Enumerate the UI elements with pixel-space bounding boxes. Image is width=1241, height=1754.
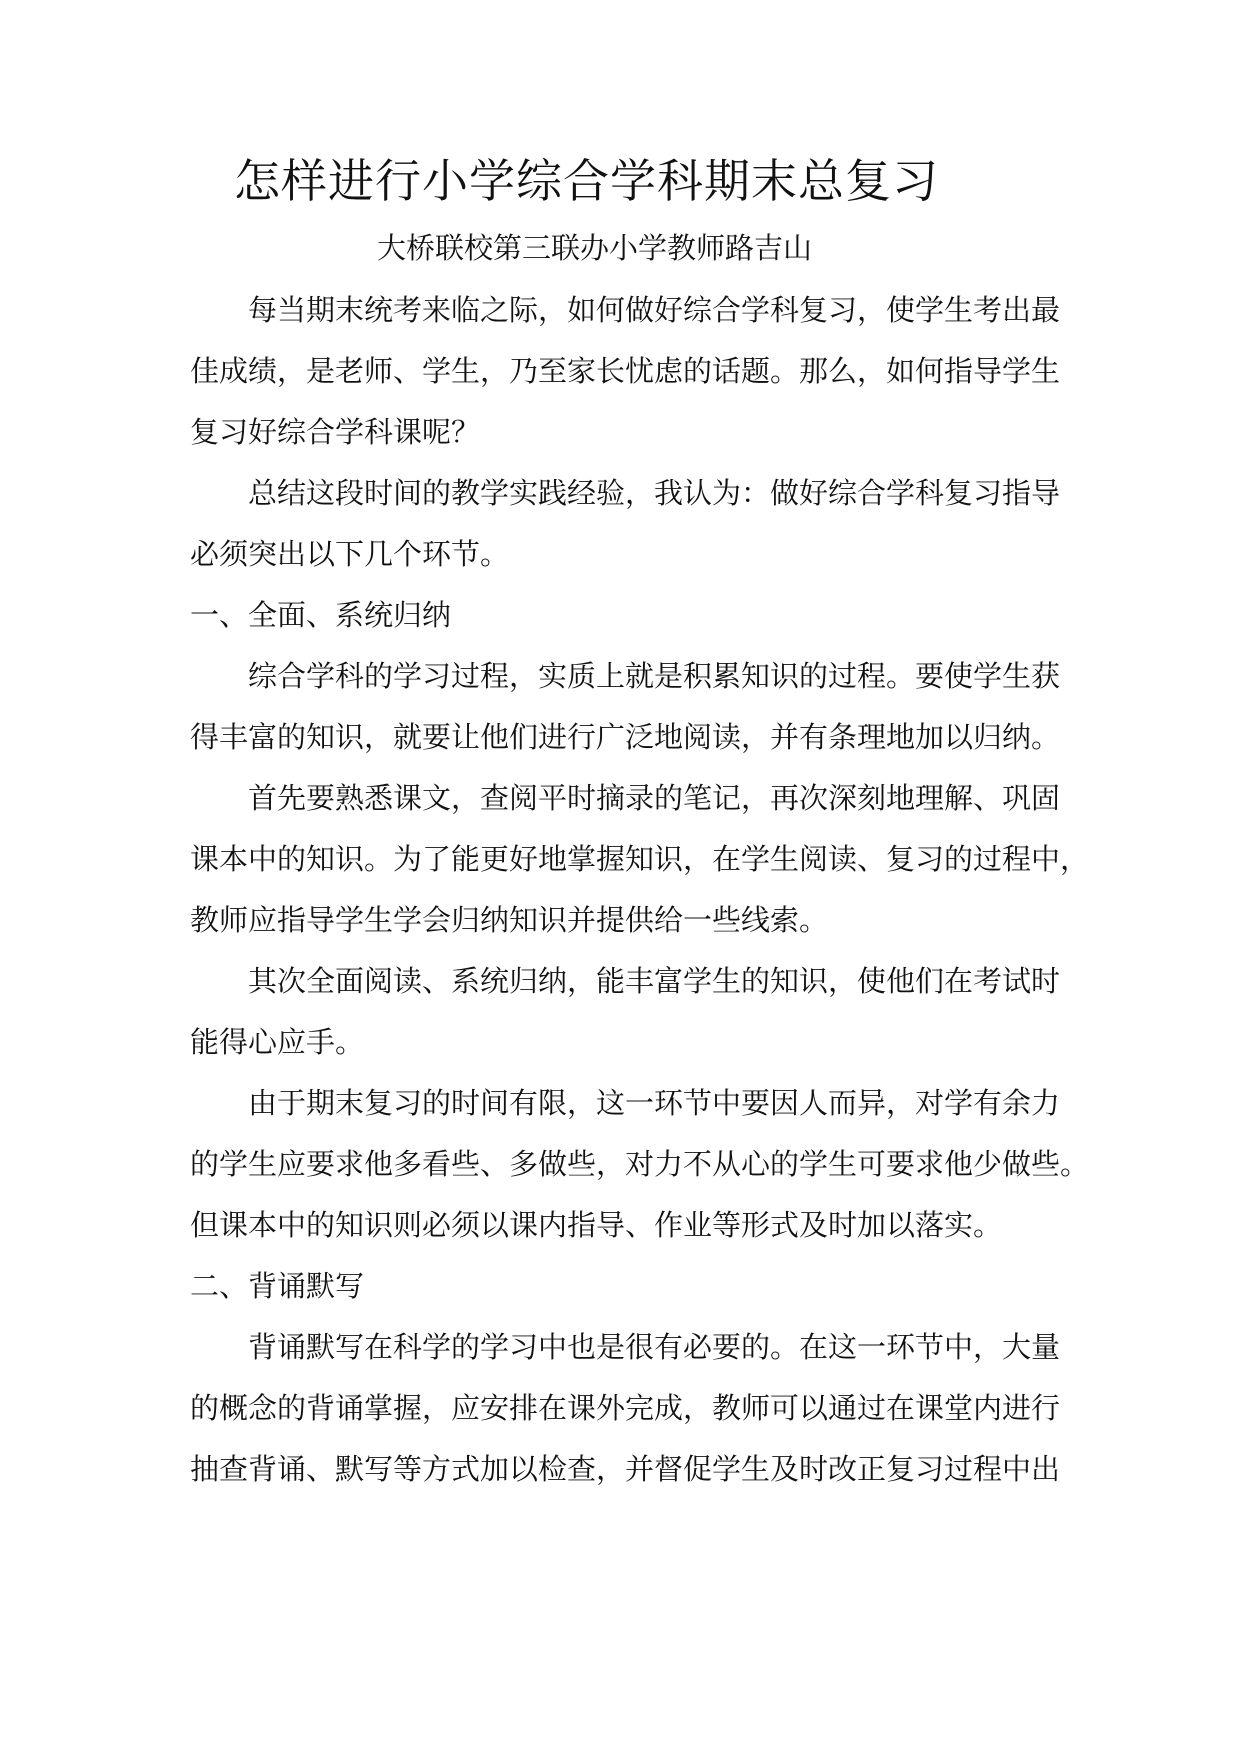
- body-line: 每当期末统考来临之际，如何做好综合学科复习，使学生考出最: [248, 293, 1061, 327]
- section-heading: 一、全面、系统归纳: [190, 598, 452, 632]
- body-line: 的学生应要求他多看些、多做些，对力不从心的学生可要求他少做些。: [190, 1147, 1090, 1181]
- body-line: 佳成绩，是老师、学生，乃至家长忧虑的话题。那么，如何指导学生: [190, 354, 1061, 388]
- body-line: 首先要熟悉课文，查阅平时摘录的笔记，再次深刻地理解、巩固: [248, 781, 1061, 815]
- body-line: 由于期末复习的时间有限，这一环节中要因人而异，对学有余力: [248, 1086, 1061, 1120]
- body-line: 但课本中的知识则必须以课内指导、作业等形式及时加以落实。: [190, 1208, 1003, 1242]
- body-line: 综合学科的学习过程，实质上就是积累知识的过程。要使学生获: [248, 659, 1061, 693]
- document-author: 大桥联校第三联办小学教师路吉山: [377, 231, 813, 265]
- body-line: 抽查背诵、默写等方式加以检查，并督促学生及时改正复习过程中出: [190, 1452, 1061, 1486]
- body-line: 背诵默写在科学的学习中也是很有必要的。在这一环节中，大量: [248, 1330, 1061, 1364]
- body-line: 得丰富的知识，就要让他们进行广泛地阅读，并有条理地加以归纳。: [190, 720, 1061, 754]
- document-title: 怎样进行小学综合学科期末总复习: [234, 154, 939, 208]
- body-line: 能得心应手。: [190, 1025, 365, 1059]
- section-heading: 二、背诵默写: [190, 1269, 365, 1303]
- body-line: 教师应指导学生学会归纳知识并提供给一些线索。: [190, 903, 829, 937]
- body-line: 总结这段时间的教学实践经验，我认为：做好综合学科复习指导: [248, 476, 1061, 510]
- body-line: 课本中的知识。为了能更好地掌握知识，在学生阅读、复习的过程中，: [190, 842, 1090, 876]
- body-line: 其次全面阅读、系统归纳，能丰富学生的知识，使他们在考试时: [248, 964, 1061, 998]
- body-line: 必须突出以下几个环节。: [190, 537, 510, 571]
- body-line: 的概念的背诵掌握，应安排在课外完成，教师可以通过在课堂内进行: [190, 1391, 1061, 1425]
- body-line: 复习好综合学科课呢？: [190, 415, 481, 449]
